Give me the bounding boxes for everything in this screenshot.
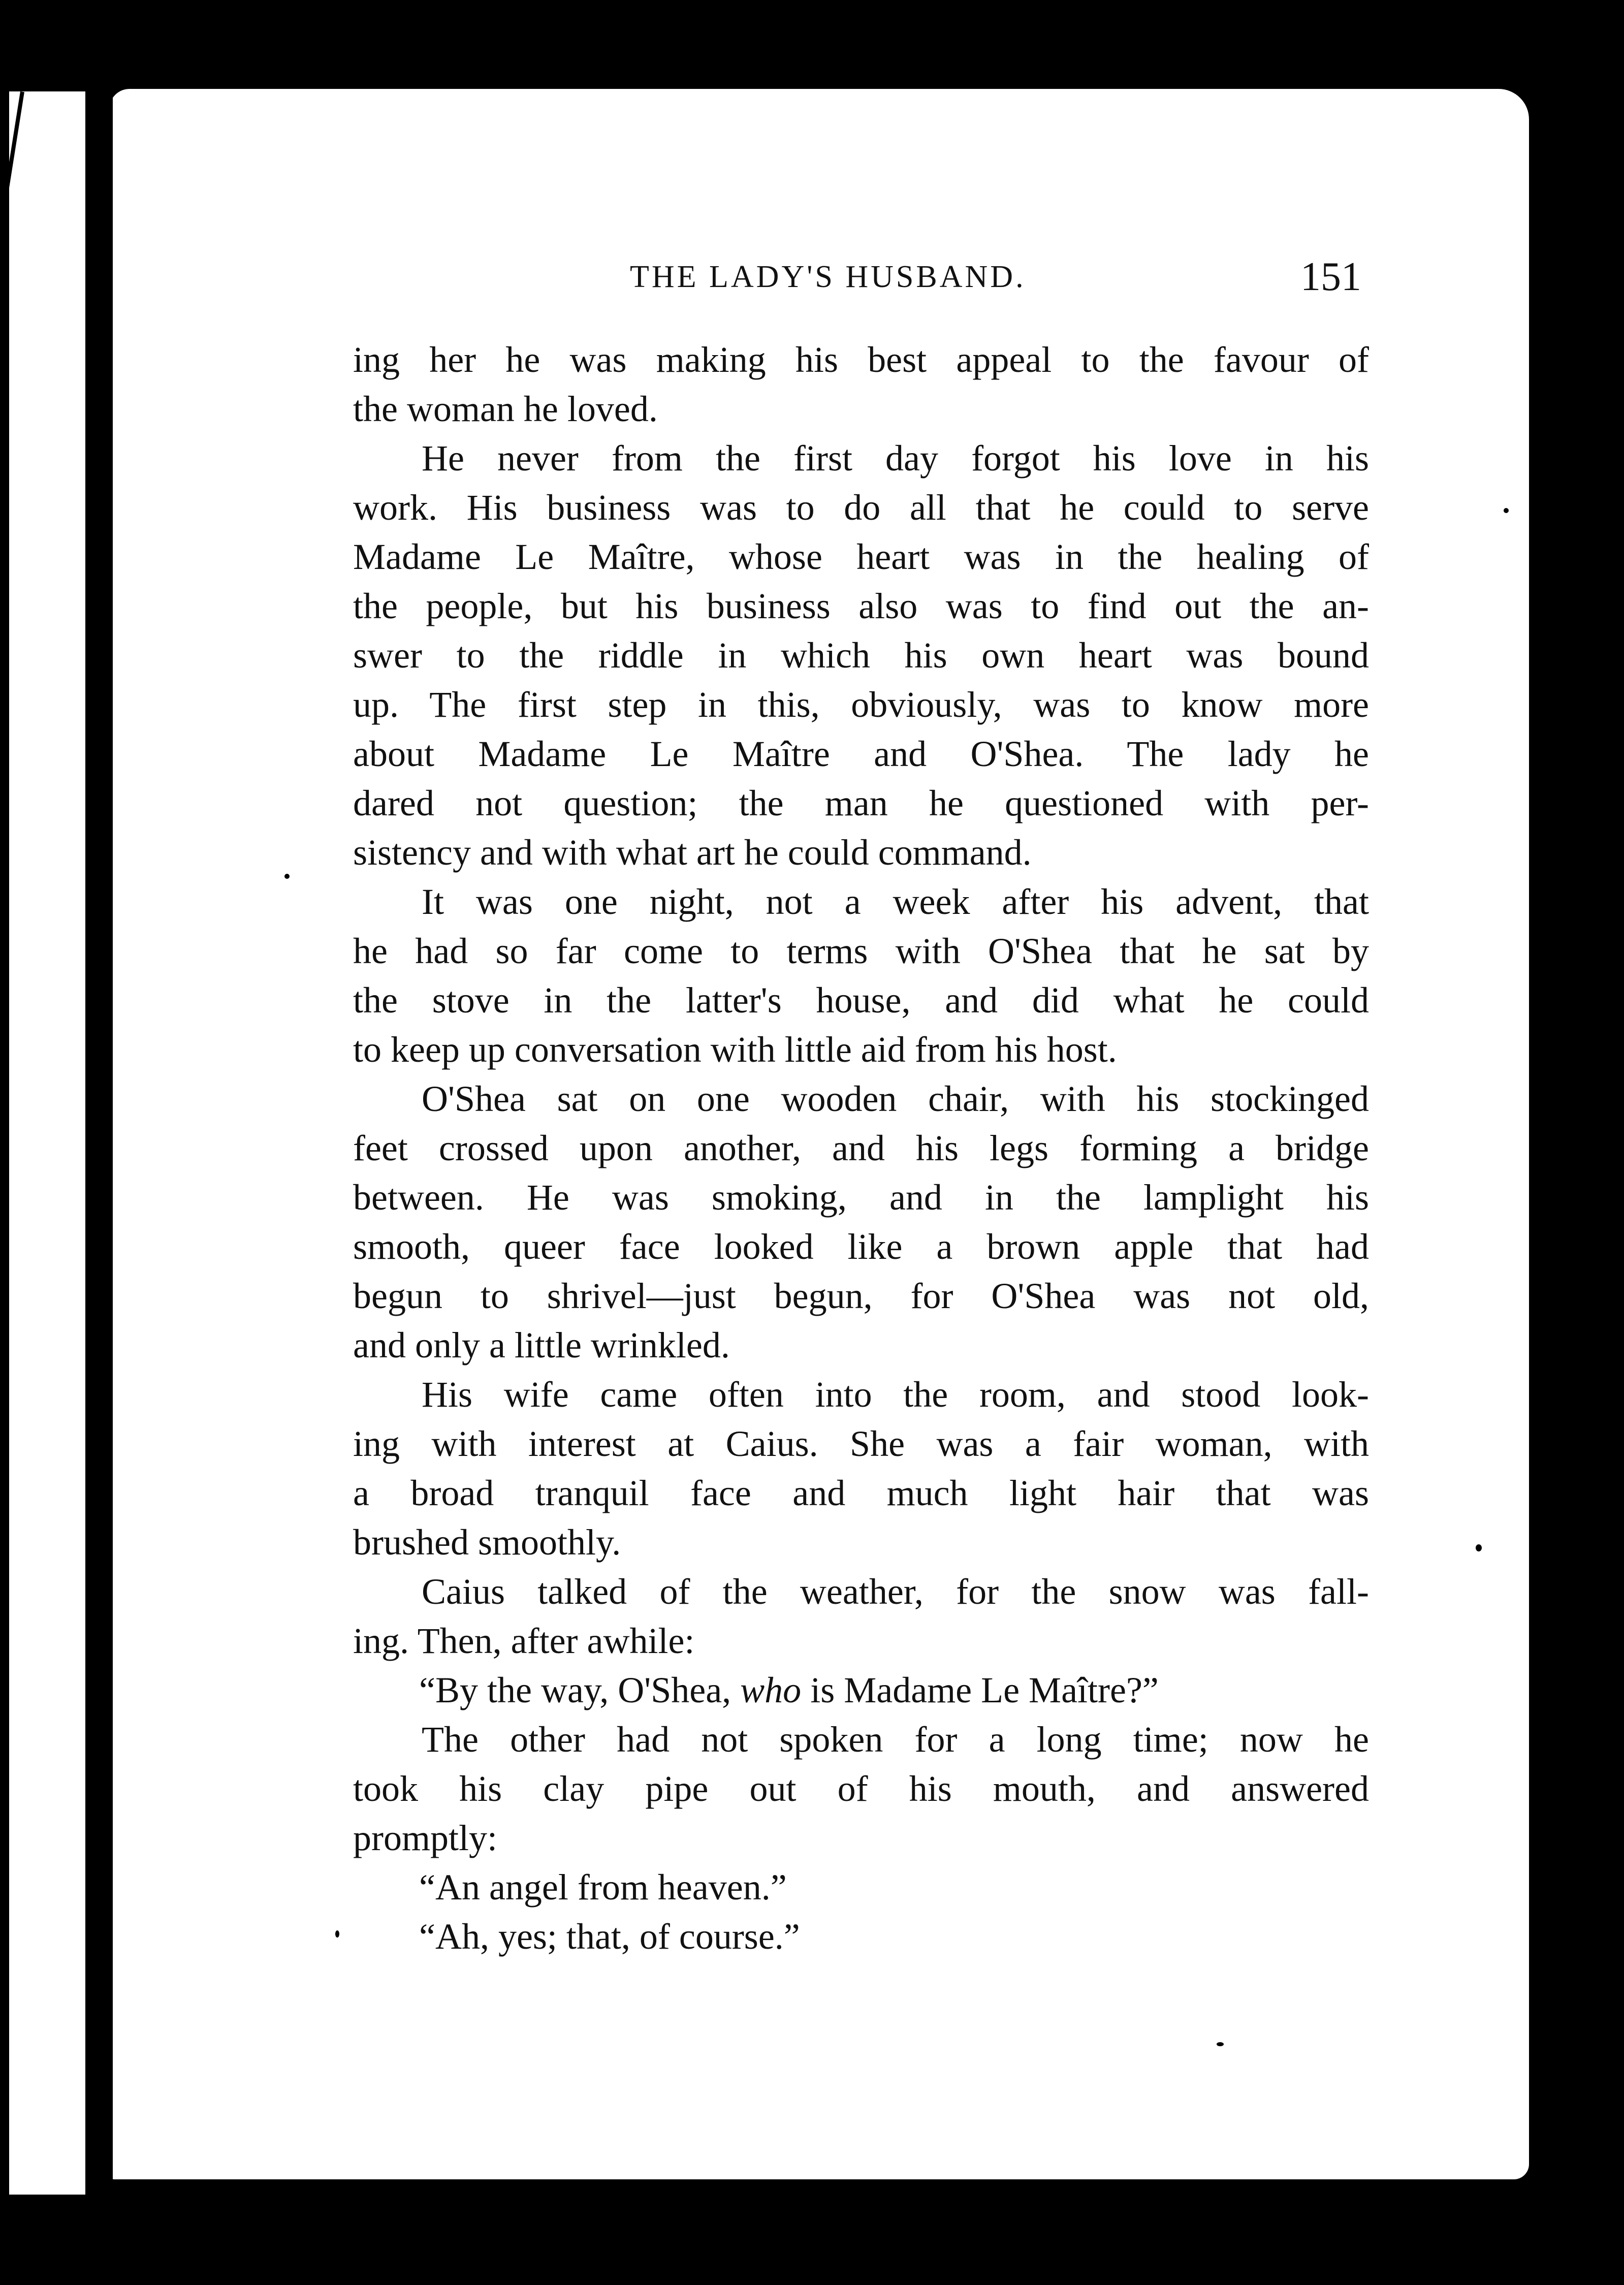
page-number: 151 xyxy=(1300,255,1361,299)
text-line: It was one night, not a week after his advent, that xyxy=(422,881,1369,922)
text-line: O'Shea sat on one wooden chair, with his stockinged xyxy=(422,1078,1369,1119)
text-line: dared not question; the man he questioned with per- xyxy=(353,783,1369,823)
dialogue-line: “By the way, O'Shea, who is Madame Le Maître?” xyxy=(419,1670,1159,1710)
text-line: a broad tranquil face and much light hair that was xyxy=(353,1473,1369,1513)
gutter-shadow xyxy=(102,89,113,2192)
text-line: sistency and with what art he could command. xyxy=(353,832,1032,873)
text-line: up. The first step in this, obviously, was to know more xyxy=(353,684,1369,725)
text-line: about Madame Le Maître and O'Shea. The lady he xyxy=(353,734,1369,774)
text-line: the stove in the latter's house, and did what he could xyxy=(353,980,1369,1021)
text-line: the woman he loved. xyxy=(353,389,658,429)
text-line: His wife came often into the room, and stood look- xyxy=(422,1374,1369,1415)
ink-speck xyxy=(1504,508,1509,513)
page-header xyxy=(630,249,1361,305)
text-line: He never from the first day forgot his love in his xyxy=(422,438,1369,479)
text-line: Madame Le Maître, whose heart was in the healing of xyxy=(353,536,1369,577)
text-line: begun to shrivel—just begun, for O'Shea was not old, xyxy=(353,1276,1369,1316)
body-text xyxy=(353,335,1369,1961)
text-line: brushed smoothly. xyxy=(353,1522,621,1563)
ink-speck xyxy=(284,874,290,879)
text-line: and only a little wrinkled. xyxy=(353,1325,730,1366)
dialogue-line: “Ah, yes; that, of course.” xyxy=(419,1916,800,1957)
text-line: swer to the riddle in which his own heart was bound xyxy=(353,635,1369,676)
text-line: smooth, queer face looked like a brown apple that had xyxy=(353,1226,1369,1267)
text-line: The other had not spoken for a long time; now he xyxy=(422,1719,1369,1760)
emphasis: who xyxy=(740,1670,802,1710)
text-line: the people, but his business also was to find out the an- xyxy=(353,586,1369,626)
running-head: THE LADY'S HUSBAND. xyxy=(630,260,1026,294)
text-line: work. His business was to do all that he could to serve xyxy=(353,487,1369,528)
text-line: ing. Then, after awhile: xyxy=(353,1621,695,1661)
text-line: he had so far come to terms with O'Shea that he sat by xyxy=(353,931,1369,971)
dialogue-line: “An angel from heaven.” xyxy=(419,1867,787,1908)
text-line: between. He was smoking, and in the lamplight his xyxy=(353,1177,1369,1218)
text-line: ing with interest at Caius. She was a fair woman, with xyxy=(353,1423,1369,1464)
text-line: Caius talked of the weather, for the snow was fall- xyxy=(422,1571,1369,1612)
text-line: promptly: xyxy=(353,1818,497,1858)
ink-speck xyxy=(1476,1544,1482,1551)
facing-page-edge xyxy=(9,91,85,2195)
ink-speck xyxy=(335,1930,339,1938)
ink-speck xyxy=(1217,2042,1224,2046)
text-line: took his clay pipe out of his mouth, and answered xyxy=(353,1768,1369,1809)
text-line: to keep up conversation with little aid from his host. xyxy=(353,1029,1117,1070)
text-line: feet crossed upon another, and his legs forming a bridge xyxy=(353,1128,1369,1168)
text-line: ing her he was making his best appeal to the favour of xyxy=(353,339,1369,380)
